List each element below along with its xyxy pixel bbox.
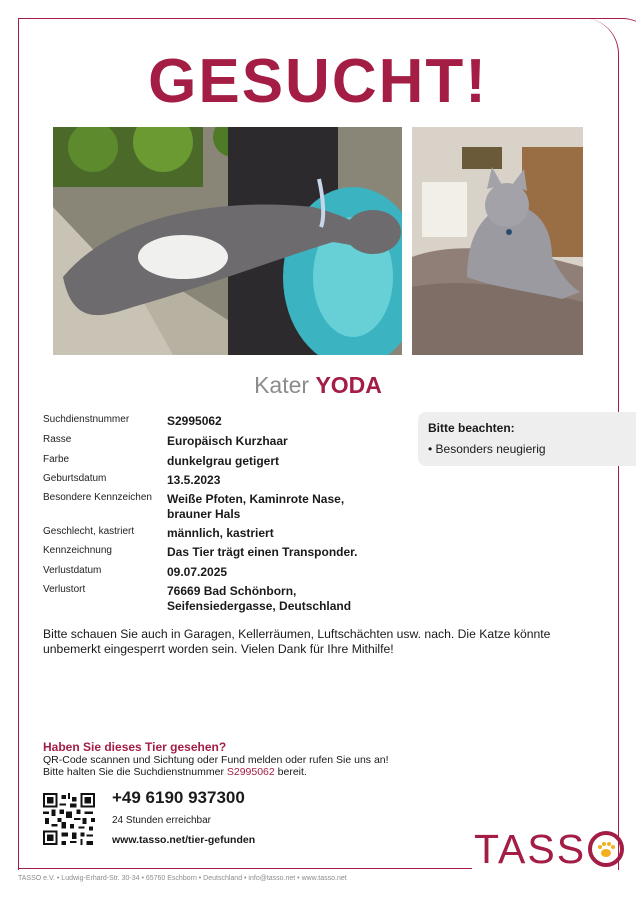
fact-label: Farbe bbox=[43, 454, 70, 465]
fact-value: Weiße Pfoten, Kaminrote Nase, brauner Hals bbox=[167, 492, 345, 521]
fact-value: 09.07.2025 bbox=[167, 565, 228, 579]
cat-photo-1 bbox=[53, 127, 402, 355]
fact-label: Geschlecht, kastriert bbox=[43, 526, 135, 537]
contact-reference-after: bereit. bbox=[277, 766, 307, 778]
fact-value: männlich, kastriert bbox=[167, 526, 274, 540]
qr-code[interactable] bbox=[43, 793, 95, 845]
footer-address: TASSO e.V. • Ludwig-Erhard-Str. 30-34 • 65760 Eschborn • Deutschland • info@tasso.net • www.tasso.net bbox=[18, 875, 347, 882]
pet-name-value: YODA bbox=[315, 372, 382, 398]
fact-value: S2995062 bbox=[167, 414, 222, 428]
contact-reference-number: S2995062 bbox=[226, 766, 275, 778]
note-item: • Besonders neugierig bbox=[428, 442, 546, 456]
contact-instruction: QR-Code scannen und Sichtung oder Fund melden oder rufen Sie uns an! bbox=[43, 754, 389, 766]
contact-question: Haben Sie dieses Tier gesehen? bbox=[43, 740, 227, 754]
fact-label: Suchdienstnummer bbox=[43, 414, 130, 425]
phone-number[interactable]: +49 6190 937300 bbox=[112, 788, 245, 807]
note-title: Bitte beachten: bbox=[428, 421, 515, 435]
cat-photo-2 bbox=[412, 127, 583, 355]
paw-icon bbox=[588, 831, 624, 867]
fact-label: Rasse bbox=[43, 434, 72, 445]
fact-label: Geburtsdatum bbox=[43, 473, 107, 484]
contact-reference-before: Bitte halten Sie die Suchdienstnummer bbox=[43, 766, 224, 778]
fact-value: 13.5.2023 bbox=[167, 473, 221, 487]
fact-value: Das Tier trägt einen Transponder. bbox=[167, 545, 358, 559]
info-paragraph: Bitte schauen Sie auch in Garagen, Kellerräumen, Luftschächten usw. nach. Die Katze könnte unbemerkt eingesperrt worden sein. Vielen Dank für Ihre Mithilfe! bbox=[43, 627, 551, 656]
fact-value: dunkelgrau getigert bbox=[167, 454, 280, 468]
pet-name bbox=[0, 372, 636, 399]
contact-reference bbox=[43, 766, 307, 778]
tasso-logo bbox=[474, 826, 624, 872]
website-link[interactable]: www.tasso.net/tier-gefunden bbox=[112, 834, 256, 846]
headline: GESUCHT! bbox=[148, 47, 488, 116]
logo-text: TASS bbox=[474, 825, 587, 872]
fact-label: Verlustort bbox=[43, 584, 86, 595]
fact-value: 76669 Bad Schönborn, Seifensiedergasse, Deutschland bbox=[167, 584, 352, 613]
fact-label: Besondere Kennzeichen bbox=[43, 492, 152, 503]
pet-type: Kater bbox=[254, 372, 310, 398]
fact-value: Europäisch Kurzhaar bbox=[167, 434, 288, 448]
note-box bbox=[418, 412, 636, 466]
fact-label: Kennzeichnung bbox=[43, 545, 112, 556]
poster-bottom-line bbox=[18, 868, 472, 869]
fact-label: Verlustdatum bbox=[43, 565, 102, 576]
hours-text: 24 Stunden erreichbar bbox=[112, 815, 211, 826]
